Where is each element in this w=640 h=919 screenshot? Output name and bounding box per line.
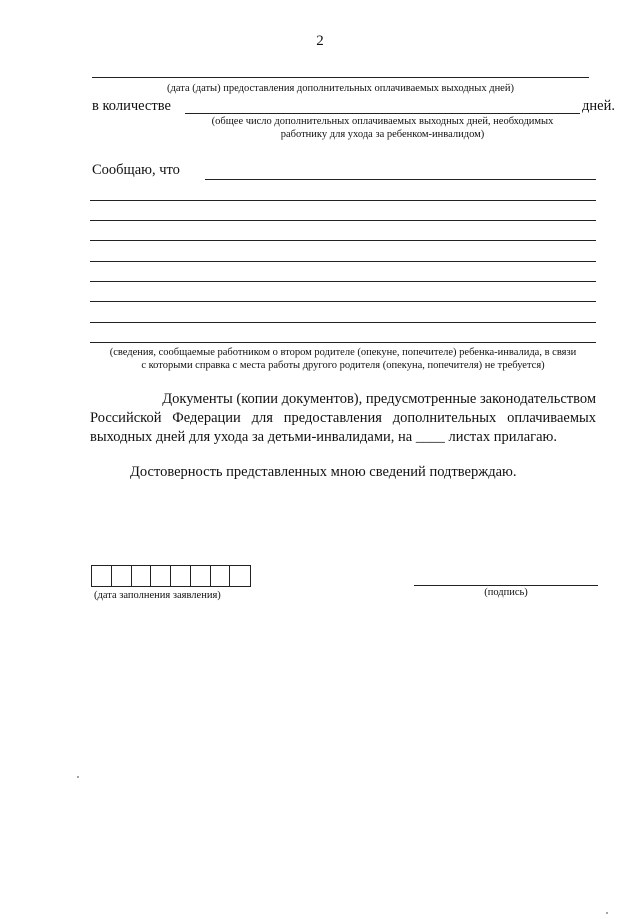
info-caption-line1: (сведения, сообщаемые работником о втором родителе (опекуне, попечителе) ребенка-инвалида, в связи — [109, 347, 577, 358]
docs-line-1: Документы (копии документов), предусмотренные законодательством — [162, 391, 596, 407]
page-number: 2 — [316, 33, 324, 49]
quantity-input-line[interactable] — [185, 113, 580, 114]
days-label: дней. — [582, 98, 615, 114]
fill-date-caption: (дата заполнения заявления) — [94, 590, 221, 601]
fill-date-boxes[interactable] — [91, 565, 251, 587]
date-digit-box[interactable] — [191, 566, 211, 586]
report-input-line[interactable] — [90, 322, 596, 323]
scan-speck — [606, 912, 608, 914]
date-digit-box[interactable] — [92, 566, 112, 586]
dates-input-line[interactable] — [92, 77, 589, 78]
scan-speck — [77, 776, 79, 778]
report-input-line[interactable] — [90, 261, 596, 262]
info-caption-line2: с которыми справка с места работы другого родителя (опекуна, попечителя) не требуется) — [141, 360, 545, 371]
report-input-line[interactable] — [90, 281, 596, 282]
date-digit-box[interactable] — [211, 566, 231, 586]
total-days-caption-line1: (общее число дополнительных оплачиваемых выходных дней, необходимых — [211, 116, 554, 127]
dates-caption: (дата (даты) предоставления дополнительных оплачиваемых выходных дней) — [167, 83, 514, 94]
total-days-caption-line2: работнику для ухода за ребенком-инвалидом) — [280, 129, 485, 140]
report-input-line[interactable] — [90, 220, 596, 221]
docs-line-2: Российской Федерации для предоставления дополнительных оплачиваемых — [90, 410, 596, 426]
date-digit-box[interactable] — [151, 566, 171, 586]
report-input-line[interactable] — [90, 200, 596, 201]
report-input-line[interactable] — [90, 301, 596, 302]
quantity-label: в количестве — [92, 98, 171, 114]
docs-line-3: выходных дней для ухода за детьми-инвалидами, на ____ листах прилагаю. — [90, 429, 557, 445]
date-digit-box[interactable] — [112, 566, 132, 586]
confirmation-text: Достоверность представленных мною сведений подтверждаю. — [130, 464, 517, 480]
report-input-line[interactable] — [205, 179, 596, 180]
sheets-count-blank[interactable]: ____ — [415, 429, 445, 445]
report-input-line[interactable] — [90, 240, 596, 241]
report-label: Сообщаю, что — [92, 162, 180, 178]
date-digit-box[interactable] — [230, 566, 250, 586]
signature-caption: (подпись) — [484, 587, 528, 598]
date-digit-box[interactable] — [171, 566, 191, 586]
date-digit-box[interactable] — [132, 566, 152, 586]
docs-paragraph — [90, 390, 596, 447]
report-input-line[interactable] — [90, 342, 596, 343]
